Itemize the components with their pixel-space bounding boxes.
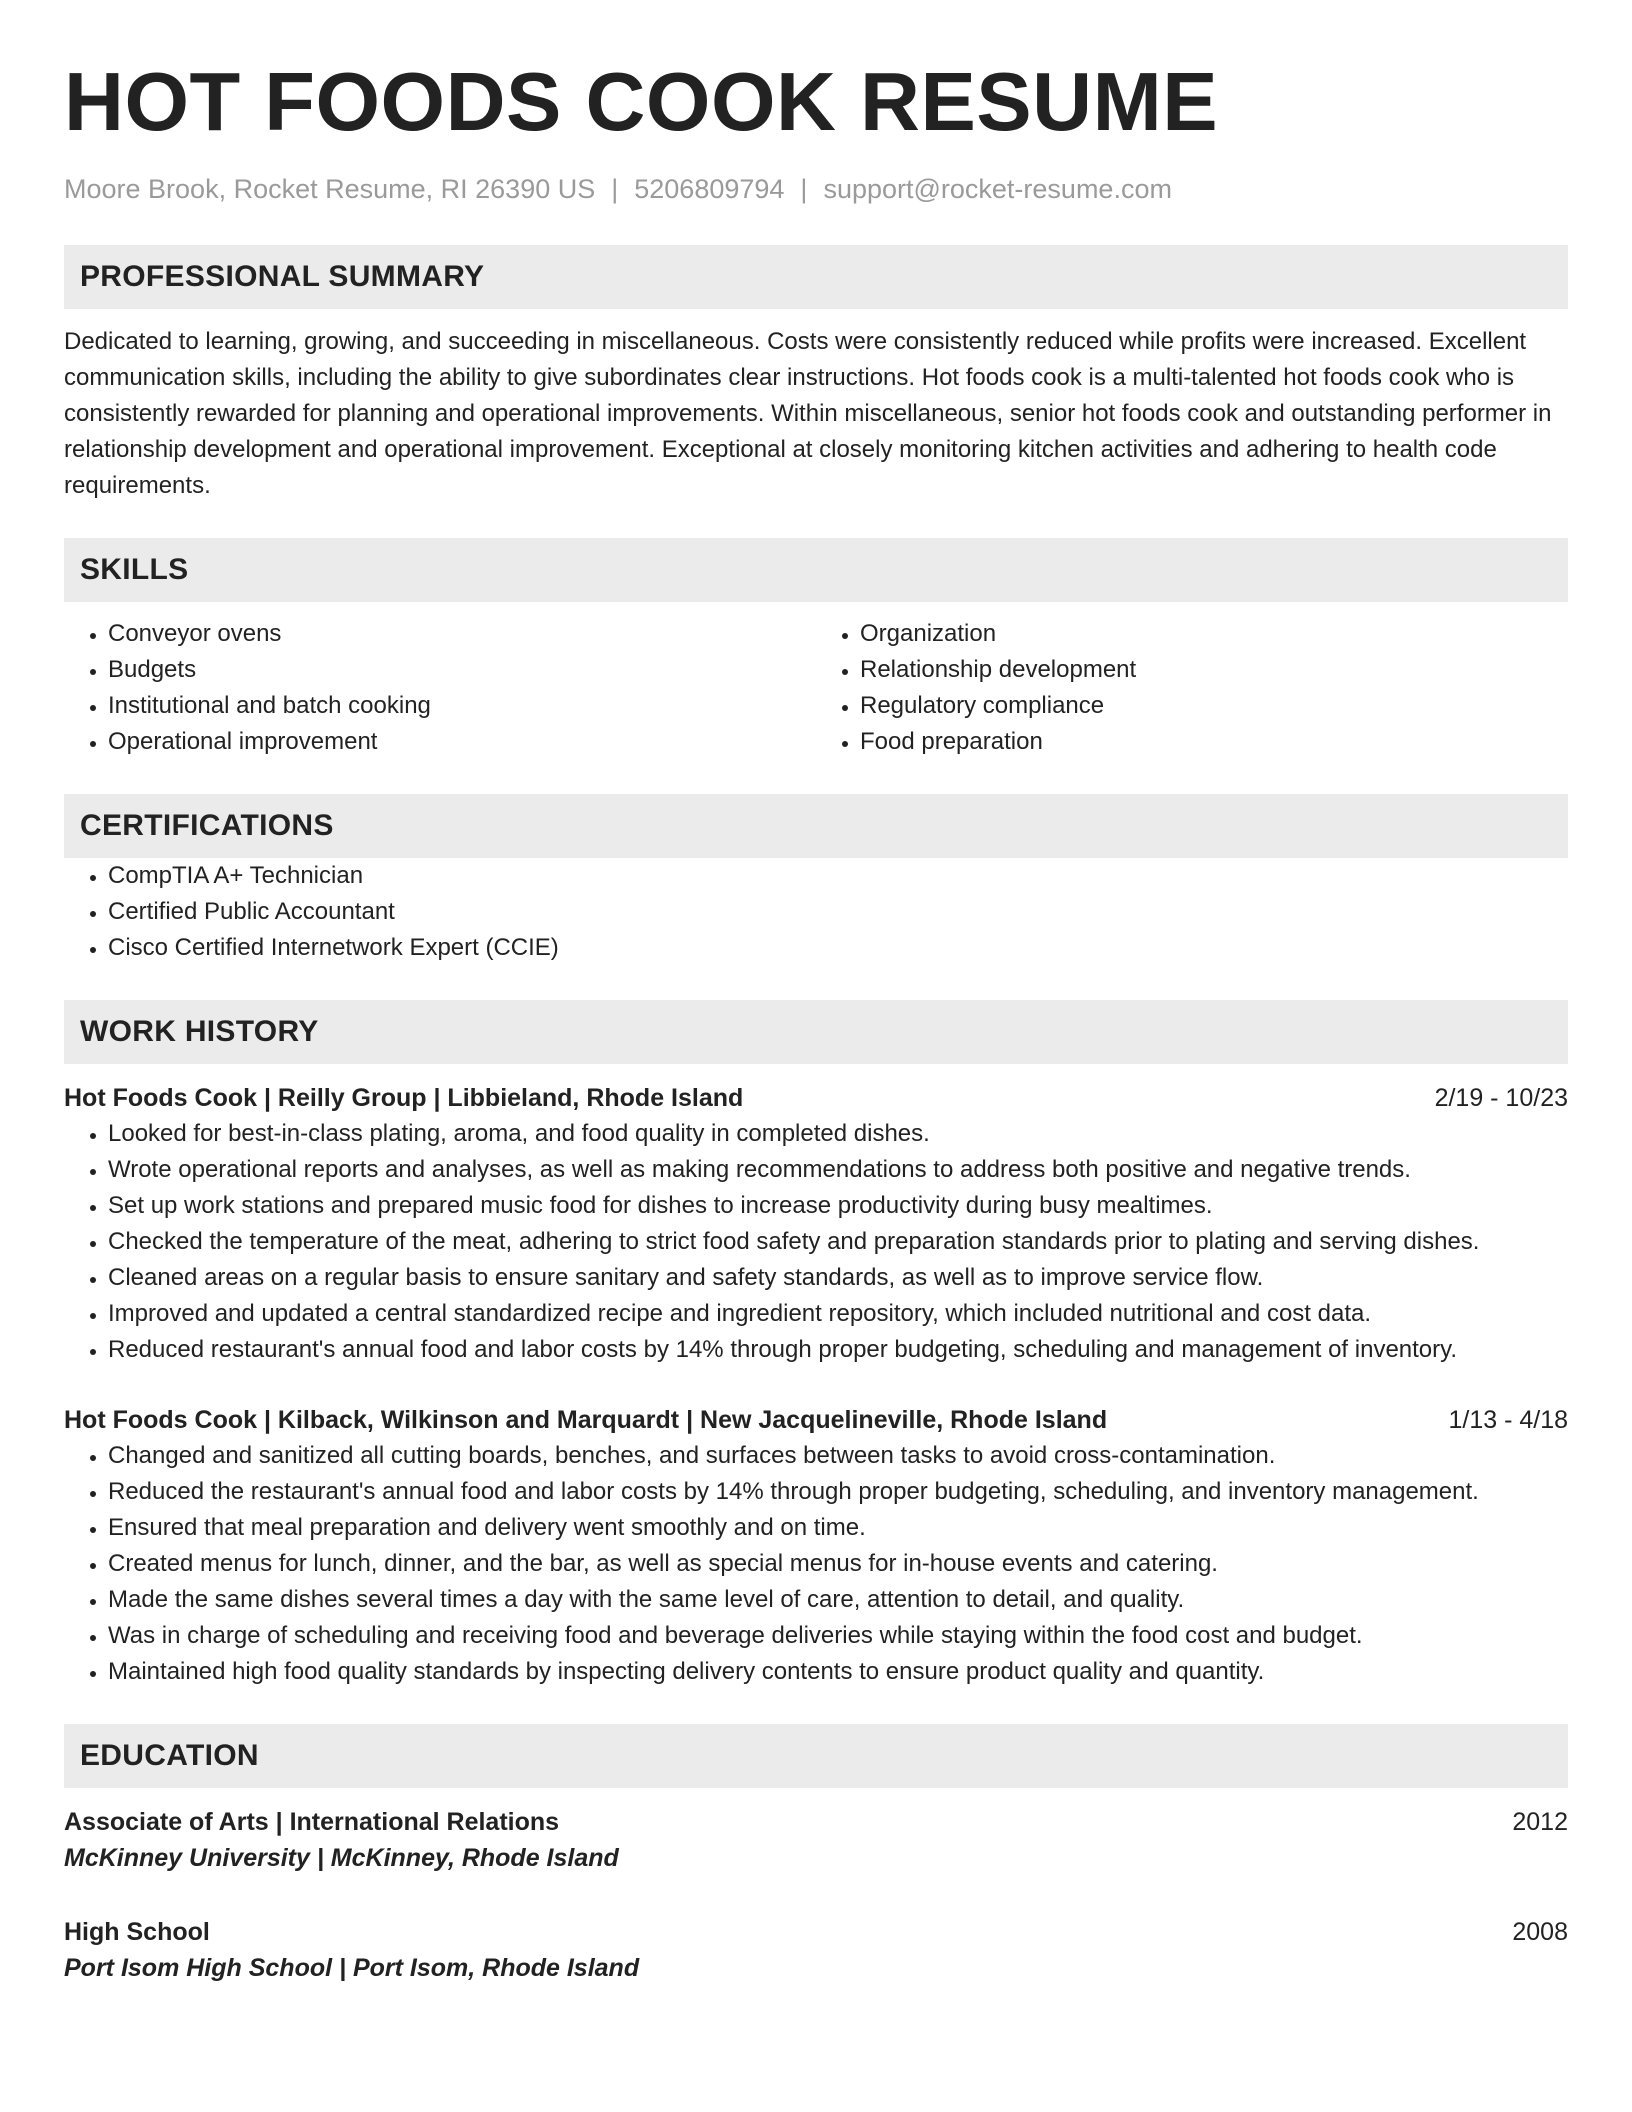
education-school: Port Isom High School | Port Isom, Rhode Island [64,1954,640,1983]
job-bullet: • Improved and updated a central standardized recipe and ingredient repository, which included nutritional and cost data. [108,1296,1568,1332]
job-entry [64,1402,1568,1690]
education-degree: High School [64,1918,210,1947]
education-entry [64,1804,1568,1876]
job-title: Hot Foods Cook | Reilly Group | Libbieland, Rhode Island [64,1084,744,1113]
job-header [64,1402,1568,1438]
skill-item: • Relationship development [860,652,1568,688]
skill-item: • Conveyor ovens [108,616,816,652]
education-header [64,1804,1568,1840]
skills-column-left [64,616,816,760]
job-bullet: • Checked the temperature of the meat, adhering to strict food safety and preparation standards prior to plating and serving dishes. [108,1224,1568,1260]
certification-item: • CompTIA A+ Technician [108,858,1568,894]
job-bullet: • Created menus for lunch, dinner, and the bar, as well as special menus for in-house events and catering. [108,1546,1568,1582]
skills-section-header: SKILLS [64,538,1568,602]
skills-column-right [816,616,1568,760]
job-dates: 2/19 - 10/23 [1434,1084,1568,1113]
job-bullet: • Set up work stations and prepared music food for dishes to increase productivity during busy mealtimes. [108,1188,1568,1224]
job-bullet: • Looked for best-in-class plating, aroma, and food quality in completed dishes. [108,1116,1568,1152]
resume-title: HOT FOODS COOK RESUME [64,55,1219,148]
certification-item: • Cisco Certified Internetwork Expert (CCIE) [108,930,1568,966]
job-bullet: • Made the same dishes several times a day with the same level of care, attention to detail, and quality. [108,1582,1568,1618]
skill-item: • Institutional and batch cooking [108,688,816,724]
work-history-section-header: WORK HISTORY [64,1000,1568,1064]
job-bullets [64,1116,1568,1368]
skill-item: • Regulatory compliance [860,688,1568,724]
summary-section-header: PROFESSIONAL SUMMARY [64,245,1568,309]
job-entry [64,1080,1568,1368]
contact-separator: | [611,174,619,204]
job-header [64,1080,1568,1116]
education-year: 2008 [1512,1918,1568,1947]
skill-item: • Budgets [108,652,816,688]
job-bullet: • Changed and sanitized all cutting boards, benches, and surfaces between tasks to avoid cross-contamination. [108,1438,1568,1474]
job-bullet: • Cleaned areas on a regular basis to ensure sanitary and safety standards, as well as to improve service flow. [108,1260,1568,1296]
contact-line [64,173,1568,205]
job-dates: 1/13 - 4/18 [1448,1406,1568,1435]
job-bullets [64,1438,1568,1690]
skill-item: • Operational improvement [108,724,816,760]
education-header [64,1914,1568,1950]
job-title: Hot Foods Cook | Kilback, Wilkinson and Marquardt | New Jacquelineville, Rhode Island [64,1406,1108,1435]
job-bullet: • Wrote operational reports and analyses, as well as making recommendations to address both positive and negative trends. [108,1152,1568,1188]
education-section-header: EDUCATION [64,1724,1568,1788]
skill-item: • Organization [860,616,1568,652]
skill-item: • Food preparation [860,724,1568,760]
contact-email: support@rocket-resume.com [823,174,1172,204]
education-school: McKinney University | McKinney, Rhode Island [64,1844,619,1873]
contact-address: Moore Brook, Rocket Resume, RI 26390 US [64,174,596,204]
job-bullet: • Ensured that meal preparation and delivery went smoothly and on time. [108,1510,1568,1546]
summary-text: Dedicated to learning, growing, and succeeding in miscellaneous. Costs were consistently reduced while profits were increased. Excellent communication skills, including the ability to give subordinates clear instructions. Hot foods cook is a multi-talented hot foods cook who is consistently rewarded for planning and operational improvements. Within miscellaneous, senior hot foods cook and outstanding performer in relationship development and operational improvement. Exceptional at closely monitoring kitchen activities and adhering to health code requirements. [64,328,1552,500]
skills-grid [64,616,1568,760]
contact-separator: | [800,174,808,204]
job-bullet: • Reduced restaurant's annual food and labor costs by 14% through proper budgeting, scheduling and management of inventory. [108,1332,1568,1368]
certifications-section-header: CERTIFICATIONS [64,794,1568,858]
education-degree: Associate of Arts | International Relations [64,1808,560,1837]
contact-phone: 5206809794 [634,174,785,204]
education-entry [64,1914,1568,1986]
job-bullet: • Reduced the restaurant's annual food and labor costs by 14% through proper budgeting, scheduling, and inventory management. [108,1474,1568,1510]
certifications-list [64,858,1568,966]
job-bullet: • Maintained high food quality standards by inspecting delivery contents to ensure product quality and quantity. [108,1654,1568,1690]
certification-item: • Certified Public Accountant [108,894,1568,930]
job-bullet: • Was in charge of scheduling and receiving food and beverage deliveries while staying within the food cost and budget. [108,1618,1568,1654]
education-year: 2012 [1512,1808,1568,1837]
